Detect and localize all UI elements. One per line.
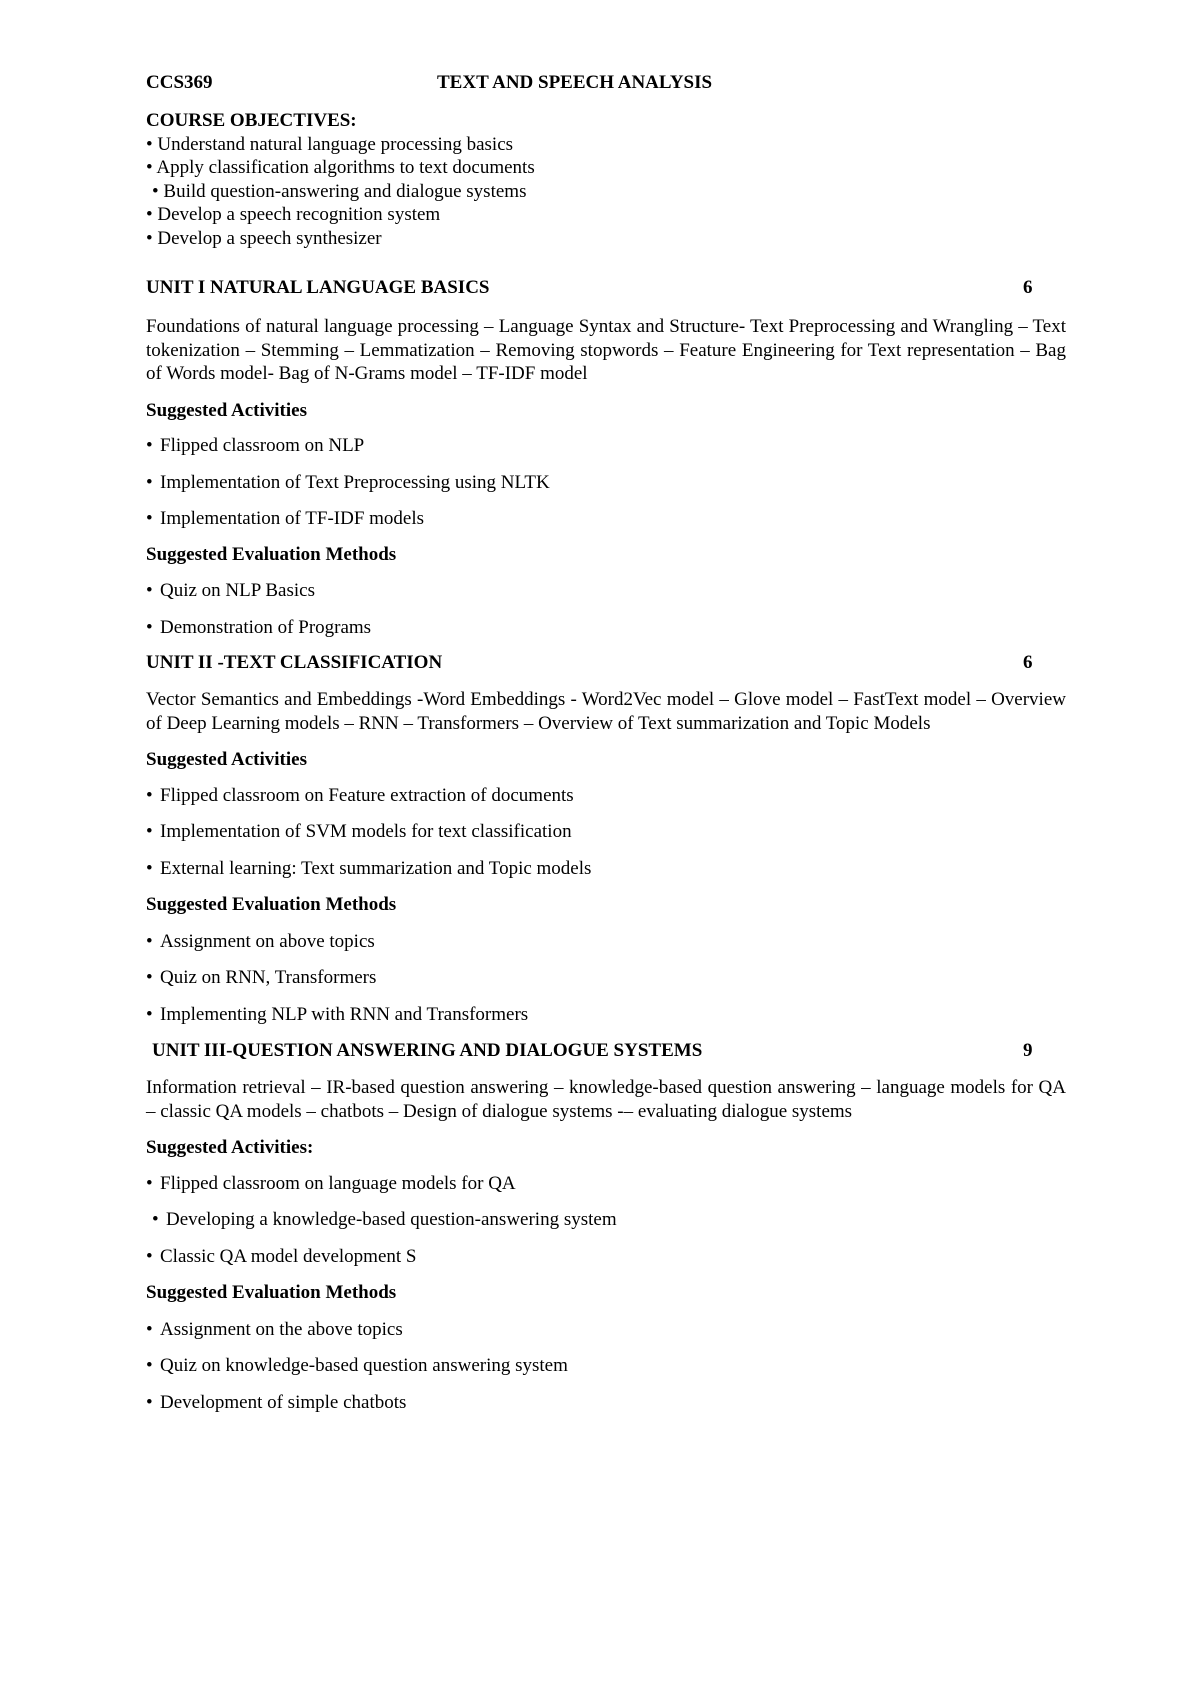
bullet-glyph: • [146, 930, 153, 952]
unit-2-activities-title: Suggested Activities [146, 749, 307, 770]
unit-3-hours: 9 [1023, 1040, 1033, 1061]
unit-2-hours: 6 [1023, 652, 1033, 673]
unit-3-heading [146, 1039, 1066, 1063]
bullet-glyph: • [146, 616, 153, 638]
unit-2-evaluation-title: Suggested Evaluation Methods [146, 894, 397, 915]
bullet-glyph: • [152, 1209, 159, 1230]
unit-1-activities-title: Suggested Activities [146, 399, 307, 421]
unit-3-activity: • Flipped classroom on language models for QA [146, 1172, 516, 1194]
bullet-glyph: • [146, 1172, 153, 1194]
unit-3-evaluation-item: • Development of simple chatbots [146, 1391, 407, 1413]
unit-2-heading [146, 651, 1066, 675]
unit-1-evaluation-title: Suggested Evaluation Methods [146, 543, 397, 565]
bullet-glyph: • [146, 580, 153, 601]
unit-1-activity: • Flipped classroom on NLP [146, 435, 365, 456]
bullet-glyph: • [146, 967, 153, 988]
unit-2-activity: • Implementation of SVM models for text classification [146, 821, 572, 842]
unit-3-evaluation-item: • Assignment on the above topics [146, 1318, 403, 1340]
unit-3-activity: • Developing a knowledge-based question-answering system [152, 1209, 617, 1230]
bullet-glyph: • [146, 821, 153, 842]
unit-3-activities-title: Suggested Activities: [146, 1137, 314, 1158]
unit-1-evaluation-item: • Quiz on NLP Basics [146, 580, 315, 601]
course-code: CCS369 [146, 72, 213, 93]
objective-item: • Develop a speech recognition system [146, 204, 441, 225]
objectives-list [146, 133, 1066, 251]
unit-1-activity: • Implementation of TF-IDF models [146, 508, 425, 529]
page-content [146, 71, 1066, 1414]
unit-2-activity: • Flipped classroom on Feature extraction of documents [146, 784, 574, 806]
objective-item: • Understand natural language processing basics [146, 133, 514, 155]
unit-2-evaluation-item: • Quiz on RNN, Transformers [146, 967, 377, 988]
unit-2-evaluation-item: • Implementing NLP with RNN and Transformers [146, 1003, 529, 1025]
unit-1-hours: 6 [1023, 277, 1033, 298]
objectives-title: COURSE OBJECTIVES: [146, 110, 357, 131]
bullet-glyph: • [146, 204, 153, 225]
bullet-glyph: • [146, 1318, 153, 1340]
bullet-glyph: • [146, 133, 153, 155]
bullet-glyph: • [146, 227, 153, 249]
unit-3-content: Information retrieval – IR-based question answering – knowledge-based question answering – language models for QA – classic QA models – chatbots – Design of dialogue systems -– evaluating dialogue systems [146, 1077, 1066, 1122]
unit-3-evaluation-title: Suggested Evaluation Methods [146, 1282, 397, 1303]
unit-1-activity: • Implementation of Text Preprocessing using NLTK [146, 471, 550, 493]
bullet-glyph: • [146, 157, 153, 178]
objective-item: • Apply classification algorithms to text documents [146, 157, 535, 178]
course-title: TEXT AND SPEECH ANALYSIS [437, 72, 713, 93]
objective-item: • Develop a speech synthesizer [146, 227, 382, 249]
bullet-glyph: • [146, 471, 153, 493]
unit-2-content: Vector Semantics and Embeddings -Word Embeddings - Word2Vec model – Glove model – FastText model – Overview of Deep Learning models – RNN – Transformers – Overview of Text summarization and Topic Models [146, 689, 1066, 734]
bullet-glyph: • [146, 784, 153, 806]
unit-3-title: UNIT III-QUESTION ANSWERING AND DIALOGUE SYSTEMS [152, 1040, 703, 1061]
bullet-glyph: • [146, 1391, 153, 1413]
unit-2-activity: • External learning: Text summarization and Topic models [146, 857, 592, 879]
unit-2-title: UNIT II -TEXT CLASSIFICATION [146, 652, 443, 673]
unit-1-title: UNIT I NATURAL LANGUAGE BASICS [146, 277, 490, 298]
bullet-glyph: • [146, 1355, 153, 1376]
bullet-glyph: • [146, 857, 153, 879]
bullet-glyph: • [146, 508, 153, 529]
bullet-glyph: • [152, 180, 159, 202]
objective-item: • Build question-answering and dialogue systems [152, 180, 527, 202]
unit-1-evaluation-item: • Demonstration of Programs [146, 616, 372, 638]
unit-1-heading [146, 276, 1066, 300]
unit-1-content: Foundations of natural language processing – Language Syntax and Structure- Text Preprocessing and Wrangling – Text tokenization – Stemming – Lemmatization – Removing stopwords – Feature Engineering for Text representation – Bag of Words model- Bag of N-Grams model – TF-IDF model [146, 316, 1066, 384]
bullet-glyph: • [146, 1003, 153, 1025]
unit-2-evaluation-item: • Assignment on above topics [146, 930, 375, 952]
unit-3-activity: • Classic QA model development S [146, 1245, 417, 1267]
course-header [146, 71, 1066, 99]
unit-3-evaluation-item: • Quiz on knowledge-based question answering system [146, 1355, 568, 1376]
bullet-glyph: • [146, 1245, 153, 1267]
bullet-glyph: • [146, 435, 153, 456]
